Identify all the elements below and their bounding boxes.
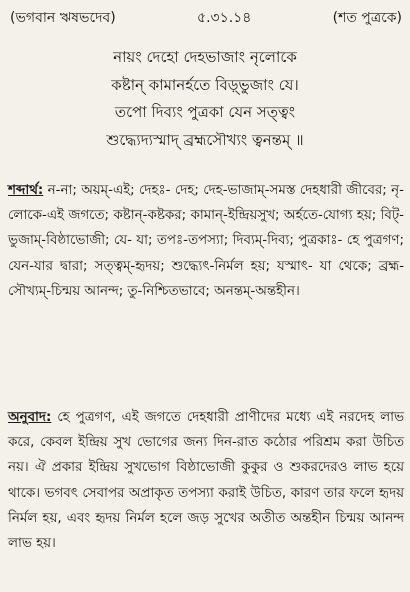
verse-line-3: তপো দিব্যং পুত্রকা যেন সত্ত্বং: [114, 103, 296, 121]
verse-line-1: নায়ং দেহো দেহভাজাং নৃলোকে: [113, 48, 297, 66]
translation-text: হে পুত্রগণ, এই জগতে দেহধারী প্রাণীদের মধ্যে এই নরদেহ লাভ করে, কেবল ইন্দ্রিয় সুখ ভোগের জন্য দিন-রাত কঠোর পরিশ্রম করা উচিত নয়। ঐ প্রকার ইন্দ্রিয় সুখভোগ বিষ্ঠাভোজী কুকুর ও শুকরদেরও লাভ হয়ে থাকে। ভগবৎ সেবাপর অপ্রাকৃত তপস্যা করাই উচিত, কারণ তার ফলে হৃদয় নির্মল হয়, এবং হৃদয় নির্মল হলে জড় সুখের অতীত অন্তহীন চিন্ময় আনন্দ লাভ হয়।: [8, 410, 404, 552]
page-header: [10, 6, 402, 30]
translation-heading: অনুবাদ:: [8, 410, 52, 425]
header-topic: (শত পুত্রকে): [332, 10, 402, 26]
verse-line-4: শুদ্ধ্যেদ্যস্মাদ্ ব্রহ্মসৌখ্যং ত্বনন্তম্ ॥: [106, 130, 304, 149]
sanskrit-verse: [0, 44, 410, 154]
synonyms-section: [8, 178, 404, 304]
verse-line-2: কষ্টান্ কামানর্হতে বিড়্ভুজাং যে।: [111, 75, 299, 94]
header-verse-number: ৫.৩১.১৪: [196, 10, 252, 26]
synonyms-text: ন-না; অয়ম্-এই; দেহঃ- দেহ; দেহ-ভাজাম্-সমস্ত দেহধারী জীবের; নৃ-লোকে-এই জগতে; কষ্টান্-কষ্টকর; কামান্-ইন্দ্রিয়সুখ; অর্হতে-যোগ্য হয়; বিট্-ভুজাম্-বিষ্ঠাভোজী; যে- যা; তপঃ-তপস্যা; দিব্যম্-দিব্য; পুত্রকাঃ- হে পুত্রগণ; যেন-যার দ্বারা; সত্ত্বম্-হৃদয়; শুদ্ধ্যেৎ-নির্মল হয়; যস্মাৎ- যা থেকে; ব্রহ্ম-সৌখ্যম্-চিন্ময় আনন্দ; তু-নিশ্চিতভাবে; অনন্তম্-অন্তহীন।: [8, 183, 404, 299]
synonyms-heading: শব্দার্থ:: [8, 183, 44, 198]
header-chapter-title: (ভগবান ঋষভদেব): [10, 10, 116, 26]
translation-section: [8, 405, 404, 556]
